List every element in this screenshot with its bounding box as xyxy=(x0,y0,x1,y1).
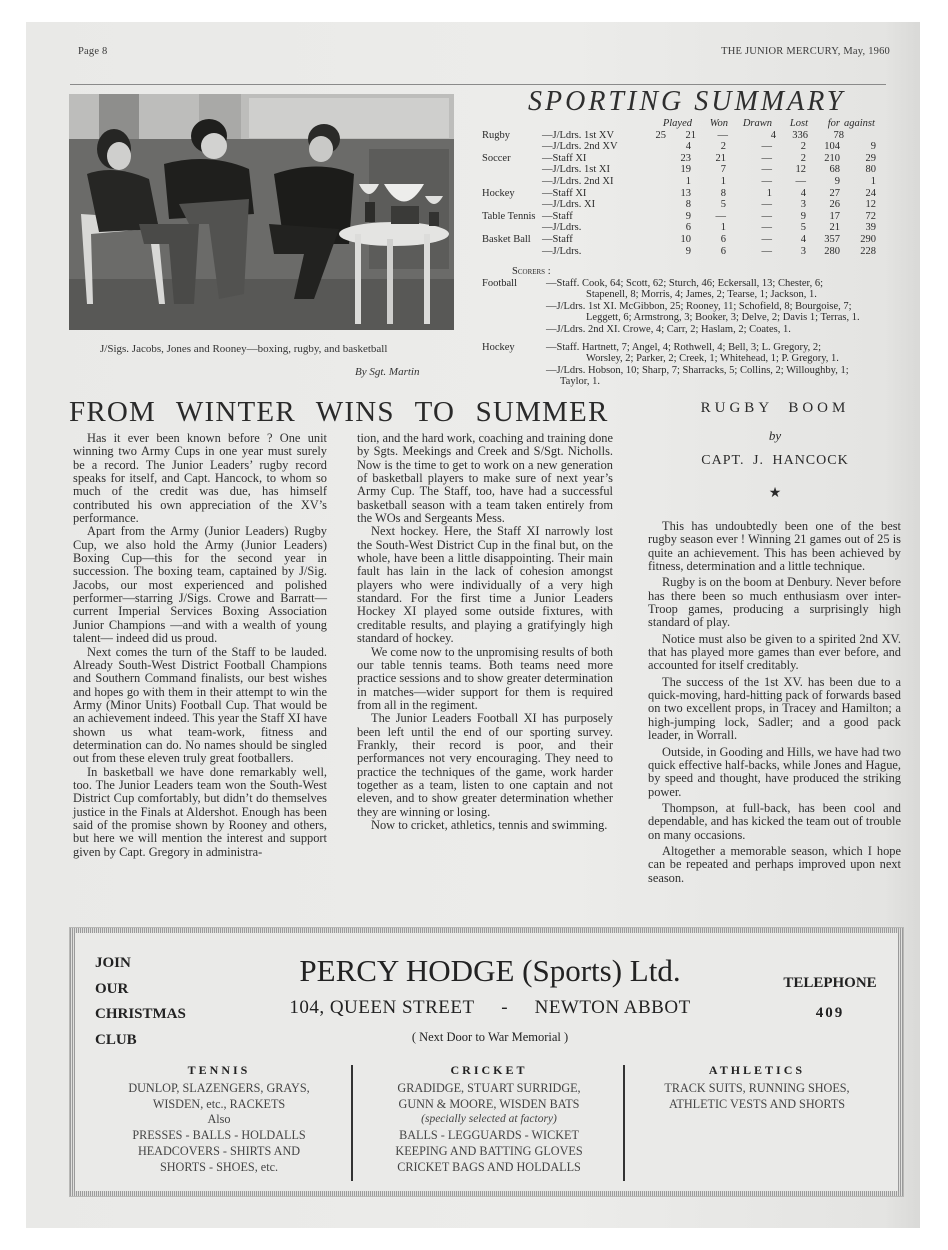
cell-sport: Basket Ball xyxy=(482,233,531,245)
table-row xyxy=(482,222,902,234)
scorers-label: Scorers : xyxy=(512,266,551,277)
table-row xyxy=(482,153,902,165)
cell-against: 29 xyxy=(865,152,876,164)
cell-drawn: — xyxy=(761,175,772,187)
table-body xyxy=(482,130,902,258)
cell-lost: 2 xyxy=(800,141,806,153)
cell-drawn: — xyxy=(761,199,772,211)
column-divider xyxy=(623,1065,625,1181)
tennis-line: WISDEN, etc., RACKETS xyxy=(152,1096,286,1111)
hockey-scorers xyxy=(482,342,902,388)
tennis-line: SHORTS - SHOES, etc. xyxy=(159,1159,279,1174)
football-label: Football xyxy=(482,277,518,289)
scorer-line: —J/Ldrs. 1st XI. McGibbon, 25; Rooney, 11; Schofield, 8; Bourgoise, 7; xyxy=(546,300,852,312)
rugby-paragraph: Altogether a memorable season, which I hope can be repeated and perhaps improved upon next season. xyxy=(648,843,901,885)
cell-drawn: — xyxy=(717,129,728,141)
col-won: Won xyxy=(709,118,728,129)
cell-played: 9 xyxy=(685,210,691,222)
rugby-boom-column xyxy=(648,520,901,888)
article-column-2 xyxy=(357,432,613,832)
tennis-line: PRESSES - BALLS - HOLDALLS xyxy=(132,1128,306,1143)
team-photo xyxy=(69,94,454,330)
telephone-label: TELEPHONE xyxy=(783,975,877,991)
cell-won: — xyxy=(715,210,726,222)
cell-won: 7 xyxy=(720,164,726,176)
cell-team: —J/Ldrs. xyxy=(542,245,582,257)
christmas-club xyxy=(95,951,186,1053)
scorer-line: Stapenell, 8; Morris, 4; James, 2; Tearse, 1; Jackson, 1. xyxy=(586,289,817,301)
sporting-summary-title: SPORTING SUMMARY xyxy=(528,86,846,117)
cell-won: 21 xyxy=(715,152,726,164)
star-icon: ★ xyxy=(768,486,782,501)
table-row xyxy=(482,188,902,200)
publication-title: THE JUNIOR MERCURY, May, 1960 xyxy=(721,46,890,57)
cell-lost: 12 xyxy=(795,164,806,176)
tennis-line: Also xyxy=(207,1112,231,1127)
cell-for: 27 xyxy=(829,187,840,199)
cell-for: 26 xyxy=(829,199,840,211)
table-row xyxy=(482,141,902,153)
football-scorers xyxy=(482,278,902,336)
address-separator: - xyxy=(501,997,509,1018)
cell-won: 21 xyxy=(685,129,696,141)
page-number: Page 8 xyxy=(78,46,108,57)
cell-drawn: — xyxy=(761,233,772,245)
cell-lost: 3 xyxy=(800,245,806,257)
cricket-line: BALLS - LEGGUARDS - WICKET xyxy=(399,1128,579,1143)
rugby-boom-author: CAPT. J. HANCOCK xyxy=(701,453,849,468)
cell-for: 9 xyxy=(834,175,840,187)
cricket-note: (specially selected at factory) xyxy=(421,1113,557,1126)
athletics-heading: ATHLETICS xyxy=(708,1063,806,1077)
cell-lost: 9 xyxy=(800,210,806,222)
col-drawn: Drawn xyxy=(742,118,772,129)
cell-against: 12 xyxy=(865,199,876,211)
cell-against: 39 xyxy=(865,222,876,234)
athletics-section xyxy=(627,1063,887,1112)
cell-played: 1 xyxy=(685,175,691,187)
scorer-line: —J/Ldrs. Hobson, 10; Sharp, 7; Sharracks, 5; Collins, 2; Willoughby, 1; xyxy=(546,364,849,376)
table-row xyxy=(482,130,902,142)
cell-lost: 4 xyxy=(800,233,806,245)
column-divider xyxy=(351,1065,353,1181)
cell-played: 19 xyxy=(680,164,691,176)
scorers-section xyxy=(482,266,902,388)
tennis-line: HEADCOVERS - SHIRTS AND xyxy=(137,1143,301,1158)
rugby-paragraph: Rugby is on the boom at Denbury. Never before has there been so much enthusiasm over inter-Troop games, producing a surprisingly high standard of play. xyxy=(648,575,901,630)
table-row xyxy=(482,246,902,258)
company-name: PERCY HODGE (Sports) Ltd. xyxy=(299,953,681,988)
cell-against: 228 xyxy=(860,245,876,257)
club-line: CLUB xyxy=(95,1031,137,1048)
rugby-boom-title: RUGBY BOOM xyxy=(700,400,850,416)
cell-played: 13 xyxy=(680,187,691,199)
scorer-line: Taylor, 1. xyxy=(560,376,600,388)
cell-won: 8 xyxy=(720,187,726,199)
cell-lost: 5 xyxy=(800,222,806,234)
cell-team: —J/Ldrs. 1st XV xyxy=(542,129,615,141)
col-for: for xyxy=(827,118,840,129)
rugby-boom-by: by xyxy=(768,428,782,443)
advertisement xyxy=(70,928,903,1196)
cell-won: 6 xyxy=(720,233,726,245)
col-against: against xyxy=(844,118,875,129)
cell-won: 5 xyxy=(720,199,726,211)
table-row xyxy=(482,234,902,246)
table-row xyxy=(482,199,902,211)
scorer-line: —Staff. Cook, 64; Scott, 62; Sturch, 46; Eckersall, 13; Chester, 6; xyxy=(546,277,824,289)
cell-team: —J/Ldrs. 2nd XV xyxy=(542,141,618,153)
cell-against: 24 xyxy=(865,187,876,199)
scorer-line: —J/Ldrs. 2nd XI. Crowe, 4; Carr, 2; Haslam, 2; Coates, 1. xyxy=(546,323,791,335)
article-paragraph: Next hockey. Here, the Staff XI narrowly lost the South-West District Cup in the final but, on the whole, have been a little disappointing. Their main fault has lain in the lack of cohesion amongst players who were individually of a very high standard. For the first time a Junior Leaders Hockey XI played some outside fixtures, with creditable results, and playing a gratifyingly high standard of hockey. xyxy=(357,524,613,646)
article-title: FROM WINTER WINS TO SUMMER xyxy=(69,396,609,428)
cell-played: 4 xyxy=(685,141,691,153)
cell-for: 68 xyxy=(829,164,840,176)
photo-credit: By Sgt. Martin xyxy=(355,366,420,378)
cell-lost: 4 xyxy=(800,187,806,199)
telephone-number: 409 xyxy=(815,1005,845,1021)
cell-team: —Staff xyxy=(542,210,573,222)
cell-played: 25 xyxy=(655,129,666,141)
cell-for: 280 xyxy=(824,245,840,257)
cell-lost: 4 xyxy=(770,129,776,141)
cell-team: —Staff XI xyxy=(542,152,587,164)
cell-for: 17 xyxy=(829,210,840,222)
photo-caption: J/Sigs. Jacobs, Jones and Rooney—boxing, rugby, and basketball xyxy=(100,343,388,355)
cell-won: 1 xyxy=(720,175,726,187)
address-town: NEWTON ABBOT xyxy=(534,997,691,1018)
tennis-heading: TENNIS xyxy=(187,1063,251,1077)
athletics-line: ATHLETIC VESTS AND SHORTS xyxy=(668,1096,846,1111)
article-paragraph: Now to cricket, athletics, tennis and swimming. xyxy=(371,817,608,832)
rugby-paragraph: The success of the 1st XV. has been due to a quick-moving, hard-hitting pack of forwards based on two excellent props, in Tracey and Hamilton; a high-jumping lock, Sadler; and a good pack leader, in Worrall. xyxy=(648,674,901,743)
cell-for: 104 xyxy=(824,141,840,153)
rugby-paragraph: Thompson, at full-back, has been cool and dependable, and has kicked the team out of trouble on many occasions. xyxy=(648,800,901,842)
cell-against: 290 xyxy=(860,233,876,245)
cell-drawn: 1 xyxy=(766,187,772,199)
tennis-line: DUNLOP, SLAZENGERS, GRAYS, xyxy=(128,1080,310,1095)
photo-illustration xyxy=(69,94,454,330)
cricket-heading: CRICKET xyxy=(450,1063,528,1077)
cell-won: 2 xyxy=(720,141,726,153)
cell-played: 9 xyxy=(685,245,691,257)
athletics-line: TRACK SUITS, RUNNING SHOES, xyxy=(664,1080,850,1095)
club-line: OUR xyxy=(95,980,129,997)
cell-drawn: — xyxy=(761,152,772,164)
address-street: 104, QUEEN STREET xyxy=(289,997,475,1018)
cell-played: 8 xyxy=(685,199,691,211)
cell-drawn: — xyxy=(761,164,772,176)
article-paragraph: Next comes the turn of the Staff to be lauded. Already South-West District Football Champions and Southern Command finalists, our best wishes and hopes go with them in their attempt to win the Army (Minor Units) Football Cup. That would be an achievement indeed. This year the Staff XI have shown us what team-work, fitness and determination can do. No names should be singled out from these eleven truly great footballers. xyxy=(73,644,327,766)
article-paragraph: Apart from the Army (Junior Leaders) Rugby Cup, we also hold the Army (Junior Leaders) Boxing Cup—this for the second year in succession. The boxing team, captained by J/Sig. Jacobs, our most experienced and polished performer—starring J/Sigs. Crowe and Barratt—current Imperial Services Boxing Association Junior Champions —and with a wealth of young talent— indeed did us proud. xyxy=(73,524,327,646)
cell-won: 6 xyxy=(720,245,726,257)
cell-drawn: — xyxy=(761,222,772,234)
rugby-paragraph: Notice must also be given to a spirited 2nd XV. that has played more games than ever before, and accounted for itself creditably. xyxy=(648,631,901,673)
cell-for: 21 xyxy=(829,222,840,234)
cell-team: —Staff XI xyxy=(542,187,587,199)
article-paragraph: Has it ever been known before ? One unit winning two Army Cups in one year must surely be a record. The Junior Leaders’ rugby record speaks for itself, and Capt. Hancock, to whom so much of the credit was due, has himself contributed his own appreciation of the XV’s performance. xyxy=(73,431,327,526)
tennis-section xyxy=(89,1063,349,1176)
rugby-paragraph: This has undoubtedly been one of the best rugby season ever ! Winning 21 games out of 25 is quite an achievement. This has been achieved by fitness, determination and a little technique. xyxy=(648,519,901,574)
cell-against: 78 xyxy=(833,129,844,141)
cell-lost: — xyxy=(795,175,806,187)
cell-team: —Staff xyxy=(542,233,573,245)
hockey-label: Hockey xyxy=(482,341,515,353)
table-row xyxy=(482,164,902,176)
table-row xyxy=(482,176,902,188)
cell-sport: Soccer xyxy=(482,152,511,164)
cell-against: 9 xyxy=(870,141,876,153)
cell-won: 1 xyxy=(720,222,726,234)
col-lost: Lost xyxy=(789,118,808,129)
cricket-section xyxy=(363,1063,615,1176)
cell-team: —J/Ldrs. xyxy=(542,222,582,234)
club-line: CHRISTMAS xyxy=(95,1006,186,1022)
article-paragraph: In basketball we have done remarkably well, too. The Junior Leaders team won the South-West District Cup comfortably, but didn’t do themselves justice in the Finals at Aldershot. Enough has been said of the promise shown by Rooney and others, but here we will mention the interest and support given by Capt. Gregory in administra- xyxy=(73,764,327,859)
cricket-line: KEEPING AND BATTING GLOVES xyxy=(395,1143,583,1158)
cell-drawn: — xyxy=(761,210,772,222)
cell-team: —J/Ldrs. 1st XI xyxy=(542,164,610,176)
address-note: ( Next Door to War Memorial ) xyxy=(411,1030,569,1044)
cell-drawn: — xyxy=(761,245,772,257)
scorer-line: Worsley, 2; Parker, 2; Creek, 1; Whitehead, 1; P. Gregory, 1. xyxy=(586,353,839,365)
rugby-paragraph: Outside, in Gooding and Hills, we have had two quick effective half-backs, while Jones and Hague, by speed and thought, have produced the striking power. xyxy=(648,744,901,799)
cell-against: 1 xyxy=(870,175,876,187)
article-paragraph: tion, and the hard work, coaching and training done by Sgts. Meekings and Creek and S/Sgt. Nicholls. Now is the time to get to work on a new generation of basketball players to make sure of next year’s Army Cup. The Staff, too, have had a successful basketball season with a team taken entirely from the WOs and Sergeants Mess. xyxy=(357,431,613,526)
cell-against: 80 xyxy=(865,164,876,176)
scorer-line: Leggett, 6; Armstrong, 3; Booker, 3; Delve, 2; Davis 1; Terras, 1. xyxy=(586,312,860,324)
cricket-line: GRADIDGE, STUART SURRIDGE, xyxy=(397,1080,581,1095)
cell-lost: 3 xyxy=(800,199,806,211)
cricket-line: CRICKET BAGS AND HOLDALLS xyxy=(397,1159,581,1174)
results-table xyxy=(482,118,902,257)
cell-played: 23 xyxy=(680,152,691,164)
cell-played: 10 xyxy=(680,233,691,245)
cell-lost: 2 xyxy=(800,152,806,164)
cell-played: 6 xyxy=(685,222,691,234)
cell-sport: Hockey xyxy=(482,187,515,199)
col-played: Played xyxy=(662,118,692,129)
header-rule xyxy=(70,84,886,85)
cell-team: —J/Ldrs. XI xyxy=(542,199,596,211)
cricket-line: GUNN & MOORE, WISDEN BATS xyxy=(398,1096,580,1111)
article-paragraph: We come now to the unpromising results of both our table tennis teams. Both teams need more practice sessions and to show greater determination in matches—wider support for them is required from all in the regiment. xyxy=(357,644,613,712)
club-line: JOIN xyxy=(95,955,131,971)
scorer-line: —Staff. Hartnett, 7; Angel, 4; Rothwell, 4; Bell, 3; L. Gregory, 2; xyxy=(546,341,822,353)
table-header xyxy=(482,118,902,130)
cell-team: —J/Ldrs. 2nd XI xyxy=(542,175,614,187)
article-paragraph: The Junior Leaders Football XI has purposely been left until the end of our sporting survey. Frankly, their record is poor, and their performances not very encouraging. They need to practice the techniques of the game, work harder together as a team, listen to one captain and not eleven, and to show greater determination whether they are winning or losing. xyxy=(357,711,613,819)
cell-sport: Table Tennis xyxy=(482,210,536,222)
cell-against: 72 xyxy=(865,210,876,222)
cell-for: 210 xyxy=(824,152,840,164)
cell-for: 336 xyxy=(792,129,808,141)
article-column-1 xyxy=(73,432,327,859)
cell-sport: Rugby xyxy=(482,129,511,141)
table-row xyxy=(482,211,902,223)
cell-for: 357 xyxy=(824,233,840,245)
company-address xyxy=(235,997,745,1019)
cell-drawn: — xyxy=(761,141,772,153)
